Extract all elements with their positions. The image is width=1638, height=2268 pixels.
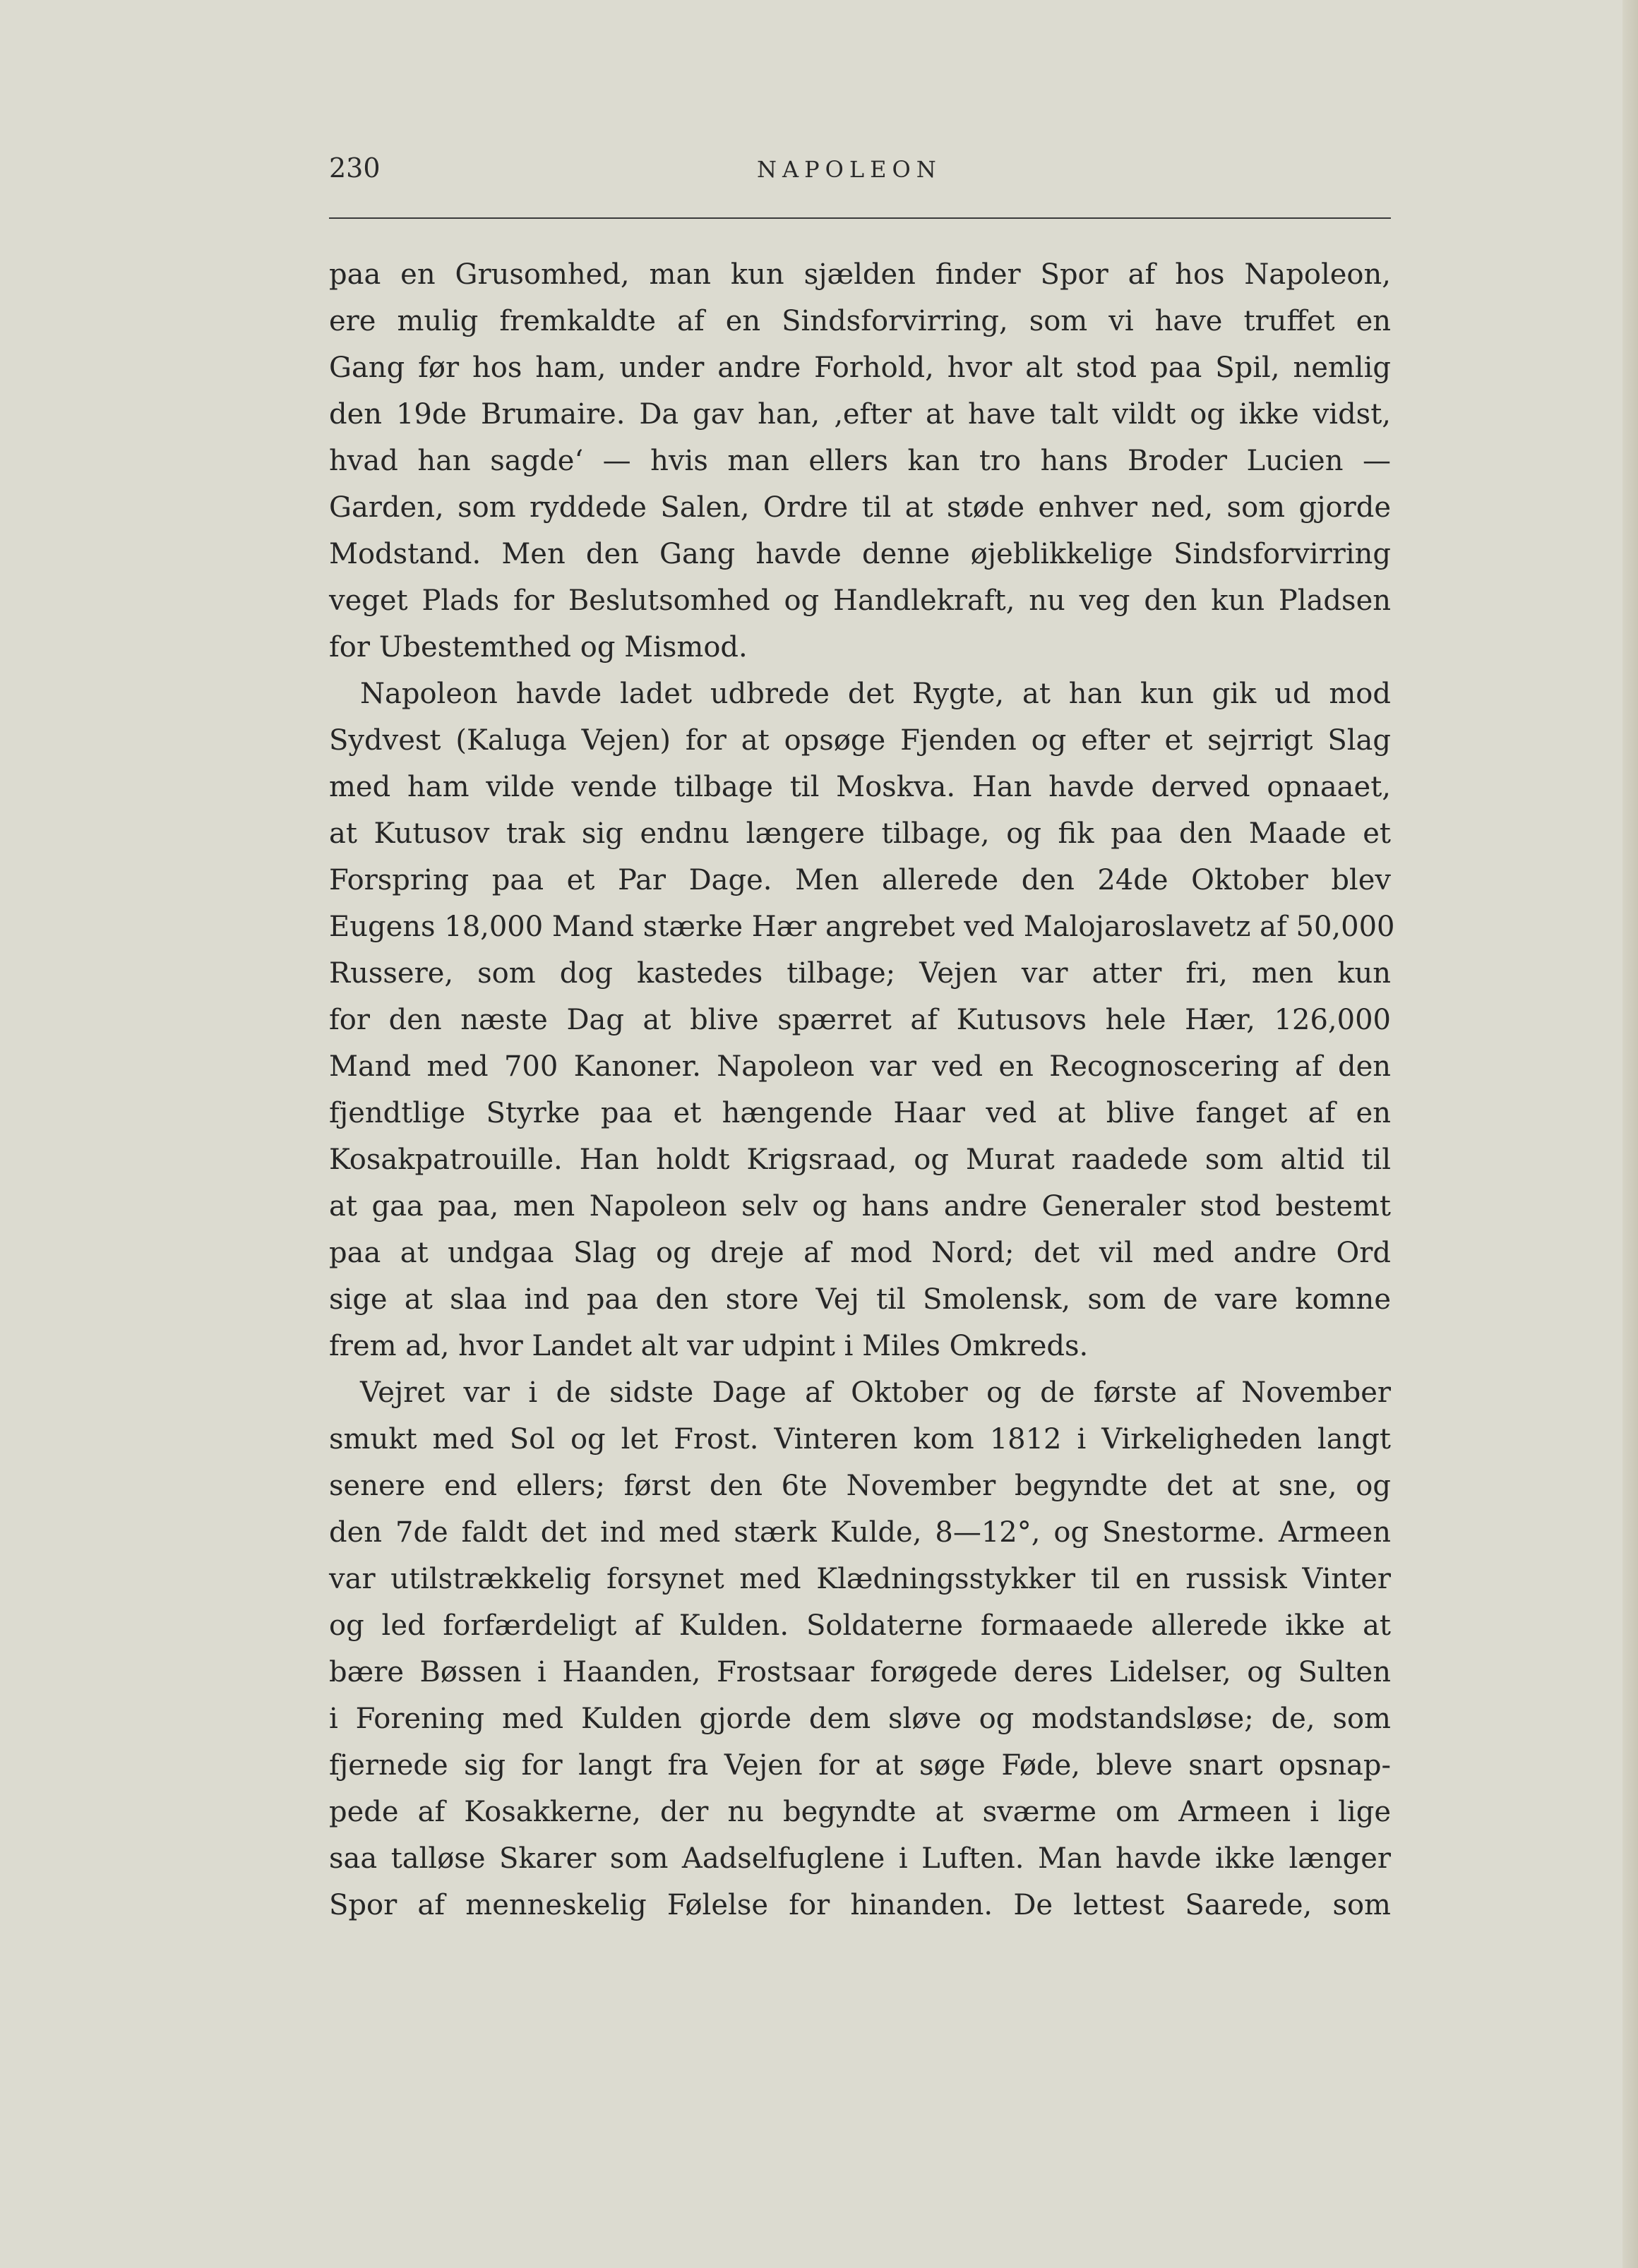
text-line: Napoleon havde ladet udbrede det Rygte, at han kun gik ud mod [360, 678, 1391, 710]
page-header [329, 150, 1391, 192]
text-line: i Forening med Kulden gjorde dem sløve og modstandsløse; de, som [329, 1703, 1391, 1735]
header-rule [329, 217, 1391, 219]
text-line: smukt med Sol og let Frost. Vinteren kom 1812 i Virkeligheden langt [329, 1423, 1391, 1456]
text-line: hvad han sagde‘ — hvis man ellers kan tro hans Broder Lucien — [329, 445, 1391, 477]
text-line: var utilstrækkelig forsynet med Klædningsstykker til en russisk Vinter [329, 1563, 1391, 1595]
text-line: at Kutusov trak sig endnu længere tilbage, og fik paa den Maade et [329, 817, 1391, 850]
text-line: bære Bøssen i Haanden, Frostsaar forøgede deres Lidelser, og Sulten [329, 1656, 1391, 1688]
text-line: paa at undgaa Slag og dreje af mod Nord; det vil med andre Ord [329, 1237, 1391, 1269]
text-line: ere mulig fremkaldte af en Sindsforvirring, som vi have truffet en [329, 305, 1391, 337]
text-line: med ham vilde vende tilbage til Moskva. Han havde derved opnaaet, [329, 771, 1391, 803]
text-line: Gang før hos ham, under andre Forhold, hvor alt stod paa Spil, nemlig [329, 352, 1391, 384]
text-line: Forspring paa et Par Dage. Men allerede den 24de Oktober blev [329, 864, 1391, 896]
text-line: Eugens 18,000 Mand stærke Hær angrebet ved Malojaroslavetz af 50,000 [329, 911, 1395, 943]
text-line: Vejret var i de sidste Dage af Oktober og de første af November [360, 1376, 1391, 1409]
text-line: den 19de Brumaire. Da gav han, ‚efter at have talt vildt og ikke vidst, [329, 398, 1391, 431]
text-line: for Ubestemthed og Mismod. [329, 631, 748, 664]
text-line: Russere, som dog kastedes tilbage; Vejen var atter fri, men kun [329, 957, 1391, 990]
text-line: saa talløse Skarer som Aadselfuglene i Luften. Man havde ikke længer [329, 1842, 1391, 1875]
text-line: Kosakpatrouille. Han holdt Krigsraad, og Murat raadede som altid til [329, 1144, 1391, 1176]
text-line: Sydvest (Kaluga Vejen) for at opsøge Fjenden og efter et sejrrigt Slag [329, 724, 1391, 757]
text-line: at gaa paa, men Napoleon selv og hans andre Generaler stod bestemt [329, 1190, 1391, 1223]
text-line: Mand med 700 Kanoner. Napoleon var ved en Recognoscering af den [329, 1050, 1391, 1083]
page-number: 230 [329, 152, 381, 184]
body-text [329, 251, 1395, 1928]
text-line: og led forfærdeligt af Kulden. Soldaterne formaaede allerede ikke at [329, 1609, 1391, 1642]
text-line: fjernede sig for langt fra Vejen for at søge Føde, bleve snart opsnap- [329, 1749, 1391, 1782]
text-line: fjendtlige Styrke paa et hængende Haar ved at blive fanget af en [329, 1097, 1391, 1129]
text-line: pede af Kosakkerne, der nu begyndte at sværme om Armeen i lige [329, 1796, 1391, 1828]
text-line: for den næste Dag at blive spærret af Kutusovs hele Hær, 126,000 [329, 1004, 1391, 1036]
text-line: sige at slaa ind paa den store Vej til Smolensk, som de vare komne [329, 1283, 1391, 1316]
page-edge [1622, 0, 1638, 2268]
text-line: senere end ellers; først den 6te November begyndte det at sne, og [329, 1470, 1391, 1502]
text-line: paa en Grusomhed, man kun sjælden finder Spor af hos Napoleon, [329, 258, 1391, 291]
text-line: frem ad, hvor Landet alt var udpint i Miles Omkreds. [329, 1330, 1089, 1362]
text-line: Spor af menneskelig Følelse for hinanden. De lettest Saarede, som [329, 1889, 1391, 1921]
running-title: NAPOLEON [757, 156, 942, 183]
text-line: den 7de faldt det ind med stærk Kulde, 8—12°, og Snestorme. Armeen [329, 1516, 1391, 1549]
text-line: Garden, som ryddede Salen, Ordre til at støde enhver ned, som gjorde [329, 491, 1391, 524]
text-line: veget Plads for Beslutsomhed og Handlekraft, nu veg den kun Pladsen [329, 584, 1391, 617]
text-line: Modstand. Men den Gang havde denne øjeblikkelige Sindsforvirring [329, 538, 1391, 570]
